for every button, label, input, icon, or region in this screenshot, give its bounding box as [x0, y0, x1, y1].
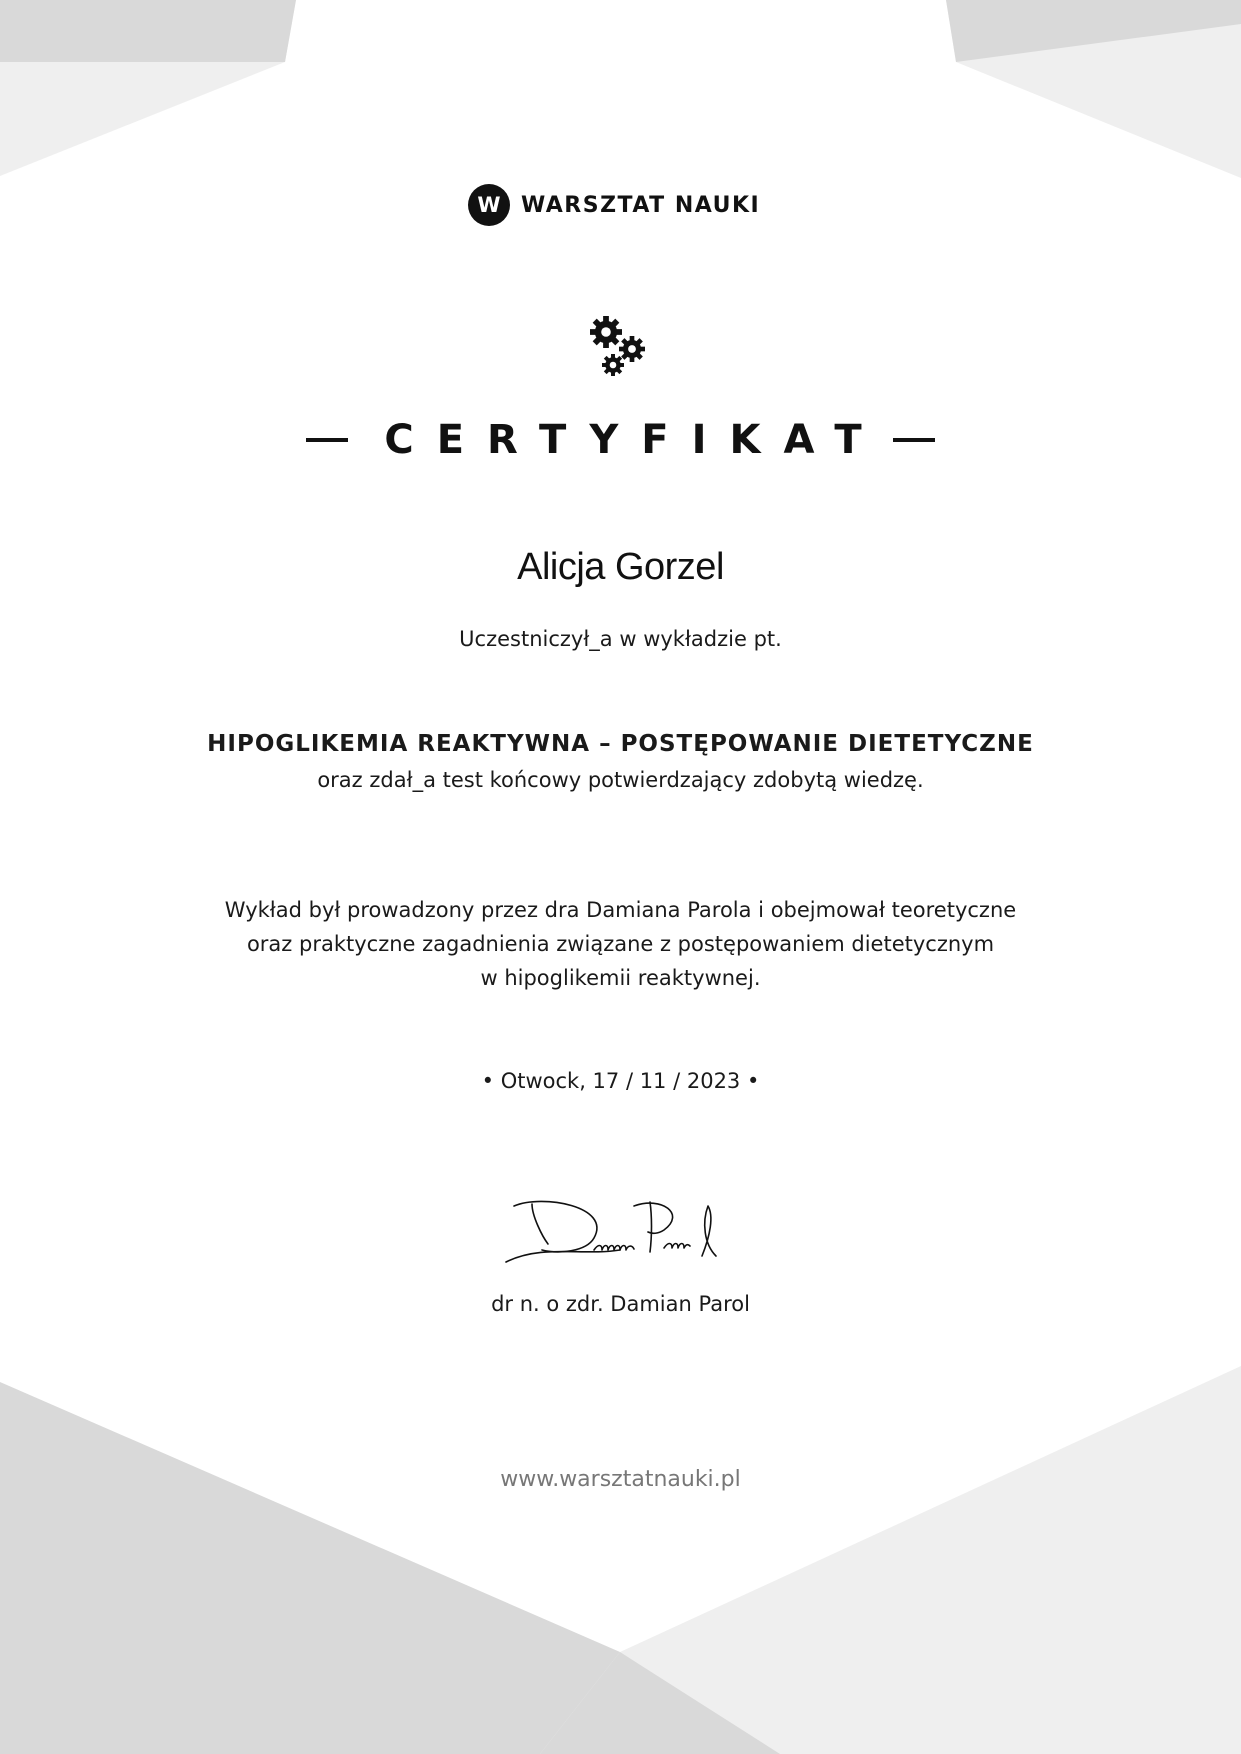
place-and-date: • Otwock, 17 / 11 / 2023 •	[481, 1069, 760, 1093]
description-line: oraz praktyczne zagadnienia związane z postępowaniem dietetycznym	[246, 932, 995, 956]
gears-icon	[586, 314, 654, 380]
website-link[interactable]: www.warsztatnauki.pl	[500, 1467, 741, 1492]
participation-text: Uczestniczył_a w wykładzie pt.	[459, 627, 782, 651]
heading-dash-left	[306, 438, 348, 442]
certificate-title: CERTYFIKAT	[384, 417, 885, 463]
test-completion-text: oraz zdał_a test końcowy potwierdzający zdobytą wiedzę.	[317, 768, 924, 792]
description-line: Wykład był prowadzony przez dra Damiana Parola i obejmował teoretyczne	[224, 898, 1017, 922]
description-line: w hipoglikemii reaktywnej.	[480, 966, 761, 990]
handwritten-signature	[502, 1196, 738, 1274]
lecture-title: HIPOGLIKEMIA REAKTYWNA – POSTĘPOWANIE DIETETYCZNE	[207, 731, 1034, 757]
bg-shape-bottom-left-mid	[0, 1382, 620, 1754]
recipient-name: Alicja Gorzel	[517, 546, 724, 588]
heading-dash-right	[893, 438, 935, 442]
bg-shape-top-left-mid	[0, 0, 296, 62]
brand-name: WARSZTAT NAUKI	[521, 192, 761, 218]
lecture-description	[0, 893, 1241, 995]
logo-badge-icon: W	[468, 184, 510, 226]
brand-logo	[468, 183, 760, 227]
certificate-heading	[0, 412, 1241, 468]
signer-name: dr n. o zdr. Damian Parol	[491, 1292, 750, 1316]
